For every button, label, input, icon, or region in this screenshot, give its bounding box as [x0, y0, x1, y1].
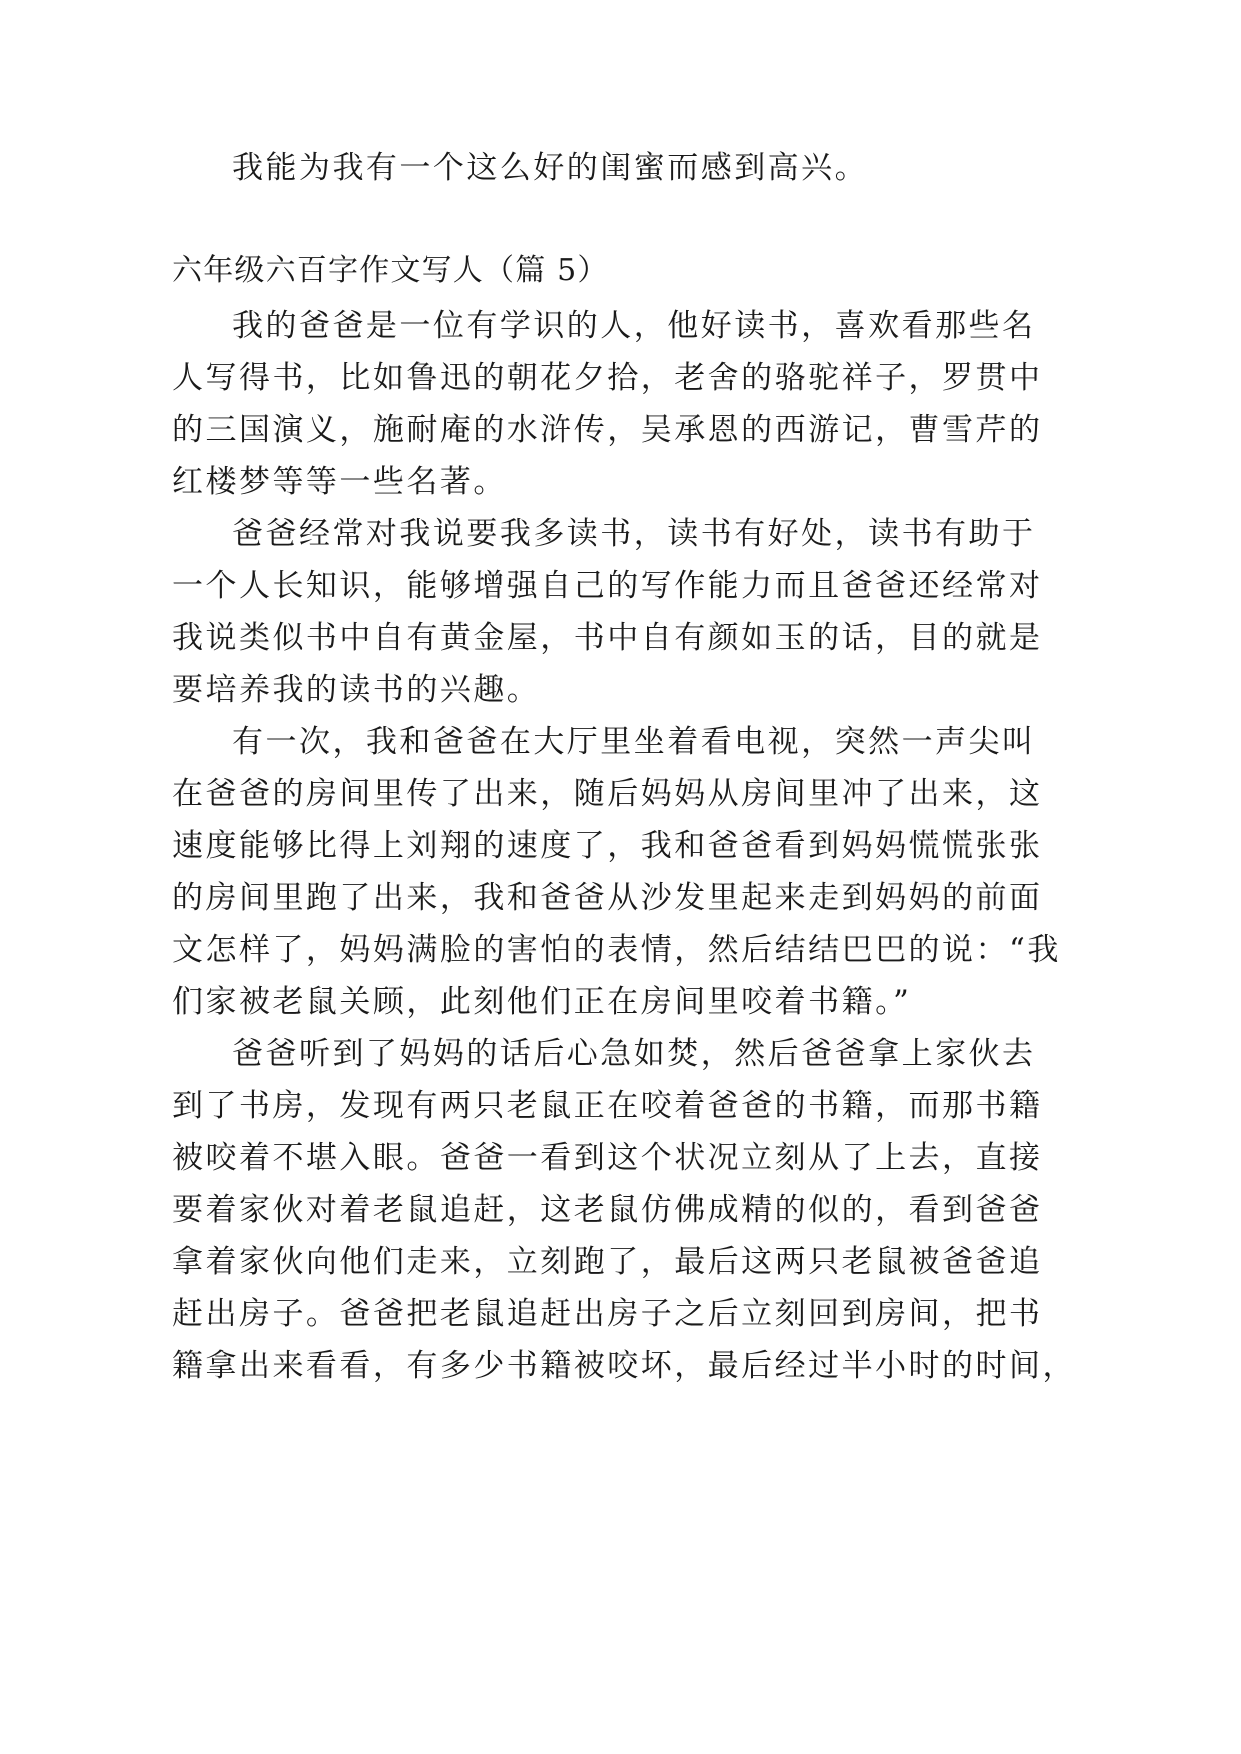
paragraph-line: 爸爸听到了妈妈的话后心急如焚，然后爸爸拿上家伙去: [232, 1036, 1036, 1072]
paragraph-line: 我的爸爸是一位有学识的人，他好读书，喜欢看那些名: [232, 308, 1036, 344]
paragraph-line: 文怎样了，妈妈满脸的害怕的表情，然后结结巴巴的说：“我: [172, 932, 1061, 968]
paragraph-line: 速度能够比得上刘翔的速度了，我和爸爸看到妈妈慌慌张张: [172, 828, 1043, 864]
paragraph-line: 我说类似书中自有黄金屋，书中自有颜如玉的话，目的就是: [172, 620, 1043, 656]
paragraph-line: 被咬着不堪入眼。爸爸一看到这个状况立刻从了上去，直接: [172, 1140, 1043, 1176]
paragraph-line: 在爸爸的房间里传了出来，随后妈妈从房间里冲了出来，这: [172, 776, 1043, 812]
paragraph-line: 们家被老鼠关顾，此刻他们正在房间里咬着书籍。”: [172, 984, 912, 1020]
paragraph-line: 爸爸经常对我说要我多读书，读书有好处，读书有助于: [232, 516, 1036, 552]
paragraph-line: 要着家伙对着老鼠追赶，这老鼠仿佛成精的似的，看到爸爸: [172, 1192, 1043, 1228]
section-title: 六年级六百字作文写人（篇 5）: [172, 253, 609, 288]
paragraph-line: 的三国演义，施耐庵的水浒传，吴承恩的西游记，曹雪芹的: [172, 412, 1043, 448]
paragraph-line: 到了书房，发现有两只老鼠正在咬着爸爸的书籍，而那书籍: [172, 1088, 1043, 1124]
paragraph-line: 一个人长知识，能够增强自己的写作能力而且爸爸还经常对: [172, 568, 1043, 604]
paragraph-line: 人写得书，比如鲁迅的朝花夕拾，老舍的骆驼祥子，罗贯中: [172, 360, 1043, 396]
paragraph-line: 有一次，我和爸爸在大厅里坐着看电视，突然一声尖叫: [232, 724, 1036, 760]
paragraph-line: 赶出房子。爸爸把老鼠追赶出房子之后立刻回到房间，把书: [172, 1296, 1043, 1332]
paragraph-line: 籍拿出来看看，有多少书籍被咬坏，最后经过半小时的时间，: [172, 1348, 1076, 1384]
intro-sentence: 我能为我有一个这么好的闺蜜而感到高兴。: [232, 150, 869, 186]
paragraph-line: 拿着家伙向他们走来，立刻跑了，最后这两只老鼠被爸爸追: [172, 1244, 1043, 1280]
paragraph-line: 的房间里跑了出来，我和爸爸从沙发里起来走到妈妈的前面: [172, 880, 1043, 916]
paragraph-line: 红楼梦等等一些名著。: [172, 464, 507, 500]
paragraph-line: 要培养我的读书的兴趣。: [172, 672, 541, 708]
